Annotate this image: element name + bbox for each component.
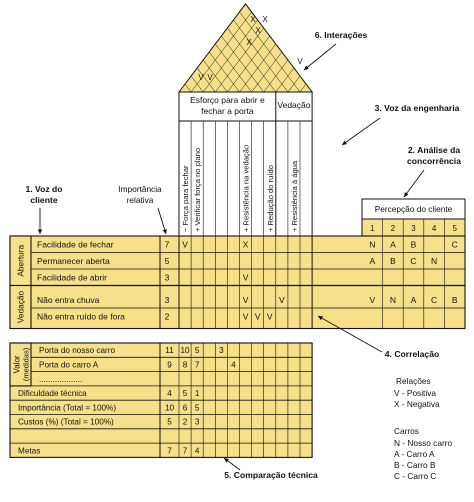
roof-mark: X: [250, 15, 256, 24]
relationship-mark: V: [242, 272, 249, 283]
engineering-column-label: + Resistência à água: [289, 160, 299, 232]
legend-carros-title: Carros: [394, 426, 419, 436]
perception-mark: A: [390, 239, 396, 250]
metric-value: 5: [194, 346, 200, 356]
roof-mark: X: [262, 15, 268, 24]
metric-value: 3: [194, 417, 200, 427]
legend-relacoes-title: Relações: [396, 376, 431, 386]
perception-scale-label: 5: [452, 224, 457, 233]
arrow-voz-cliente-head: [38, 229, 42, 234]
requirement-label: Facilidade de abrir: [37, 272, 107, 283]
label-correlacao: 4. Correlação: [384, 349, 440, 359]
legend-relacao-item: X - Negativa: [394, 399, 440, 409]
metric-value: 1: [194, 389, 200, 399]
perception-mark: C: [410, 255, 417, 266]
perception-mark: B: [451, 294, 458, 305]
requirement-label: Não entra chuva: [37, 294, 100, 305]
importance-value: 7: [164, 239, 170, 250]
metric-label: Metas: [18, 446, 41, 456]
metric-value: 7: [194, 360, 200, 370]
perception-scale-label: 2: [390, 224, 396, 233]
engineering-column-label: − Força para fechar: [181, 165, 191, 232]
label-importancia-a: Importância: [118, 184, 162, 194]
importance-value: 3: [164, 272, 170, 283]
label-analise-a: 2. Análise da: [407, 145, 461, 155]
legend-carro-item: C - Carro C: [394, 471, 437, 481]
perception-mark: A: [410, 294, 417, 305]
arrow-comparacao-head: [224, 458, 229, 462]
metric-value: 7: [167, 446, 172, 456]
label-analise-b: concorrência: [407, 156, 461, 166]
metric-value: 5: [182, 389, 188, 399]
group-label-vedacao: Vedação: [15, 290, 26, 324]
arrow-voz-engenharia-head: [342, 141, 347, 145]
label-voz-cliente-b: cliente: [30, 195, 58, 205]
label-comparacao: 5. Comparação técnica: [224, 470, 318, 480]
legend-carro-item: N - Nosso carro: [394, 438, 453, 448]
metric-value: 5: [194, 403, 200, 413]
requirement-label: Não entra ruído de fora: [37, 311, 125, 322]
importance-value: 3: [164, 294, 170, 305]
perception-title: Percepção do cliente: [374, 204, 453, 214]
relationship-mark: V: [182, 239, 188, 250]
arrow-voz-engenharia: [342, 118, 380, 145]
perception-scale-label: 3: [411, 224, 416, 233]
metric-value: 4: [231, 360, 236, 370]
metric-label: Porta do carro A: [39, 360, 99, 370]
engineering-column-label: + Resistência na vedação: [241, 144, 251, 232]
importance-value: 5: [164, 255, 170, 266]
roof-mark: X: [255, 26, 261, 35]
relationship-mark: V: [266, 311, 273, 322]
metric-value: 10: [164, 403, 175, 413]
relationship-mark: X: [242, 239, 249, 250]
perception-mark: N: [431, 255, 438, 266]
metric-value: 7: [182, 446, 188, 456]
metric-label: Custos (%) (Total = 100%): [18, 417, 114, 427]
roof-mark: V: [207, 73, 213, 82]
metric-value: 11: [165, 346, 174, 356]
label-interacoes: 6. Interações: [314, 30, 368, 40]
metric-value: 4: [167, 389, 172, 399]
perception-mark: N: [369, 239, 376, 250]
perception-mark: V: [369, 294, 376, 305]
label-importancia-b: relativa: [126, 195, 154, 205]
relationship-mark: V: [254, 311, 261, 322]
roof-mark: X: [246, 38, 252, 47]
metric-value: 2: [182, 417, 188, 427]
arrow-interacoes: [304, 44, 336, 70]
legend-carro-item: A - Carro A: [394, 449, 435, 459]
perception-mark: A: [369, 255, 376, 266]
requirement-label: Facilidade de fechar: [37, 239, 114, 250]
engineering-column-label: + Redução do ruído: [265, 165, 275, 232]
label-voz-cliente-a: 1. Voz do: [25, 184, 63, 194]
metric-label: Importância (Total = 100%): [18, 403, 117, 413]
metric-label: ...................: [39, 374, 83, 384]
legend-carro-item: B - Carro B: [394, 460, 436, 470]
perception-mark: C: [451, 239, 458, 250]
metric-label: Dificuldade técnica: [18, 389, 87, 399]
perception-scale-label: 4: [431, 224, 437, 233]
metric-value: 3: [219, 346, 224, 356]
metric-value: 9: [167, 360, 172, 370]
metric-value: 5: [167, 417, 172, 427]
metric-value: 10: [180, 346, 190, 356]
relationship-mark: V: [242, 311, 249, 322]
importance-value: 2: [164, 311, 170, 322]
relationship-mark: V: [242, 294, 249, 305]
perception-mark: B: [410, 239, 417, 250]
roof-mark: V: [198, 73, 204, 82]
perception-scale-label: 1: [370, 224, 375, 233]
engineering-group-label-0b: fechar a porta: [201, 106, 254, 116]
metric-value: 6: [182, 403, 188, 413]
group-label-abertura: Abertura: [15, 244, 26, 277]
group-label-valor-b: (medidas): [21, 347, 31, 382]
engineering-group-label-0a: Esforço para abrir e: [190, 95, 265, 105]
requirement-label: Permanecer aberta: [37, 255, 110, 266]
relationship-mark: V: [279, 294, 285, 305]
legend-relacao-item: V - Positiva: [394, 388, 436, 398]
metric-value: 4: [194, 446, 200, 456]
perception-mark: C: [431, 294, 438, 305]
group-label-valor-a: Valor: [12, 355, 22, 374]
perception-mark: N: [389, 294, 396, 305]
engineering-column-label: + Verificar força no plano: [193, 147, 203, 232]
arrow-analise-head: [404, 192, 408, 197]
label-voz-engenharia: 3. Voz da engenharia: [374, 103, 460, 113]
engineering-group-label-1: Vedação: [277, 100, 311, 110]
perception-mark: B: [390, 255, 396, 266]
metric-value: 8: [182, 360, 188, 370]
roof-mark: V: [297, 57, 303, 66]
arrow-analise: [404, 170, 424, 197]
metric-label: Porta do nosso carro: [39, 346, 116, 356]
